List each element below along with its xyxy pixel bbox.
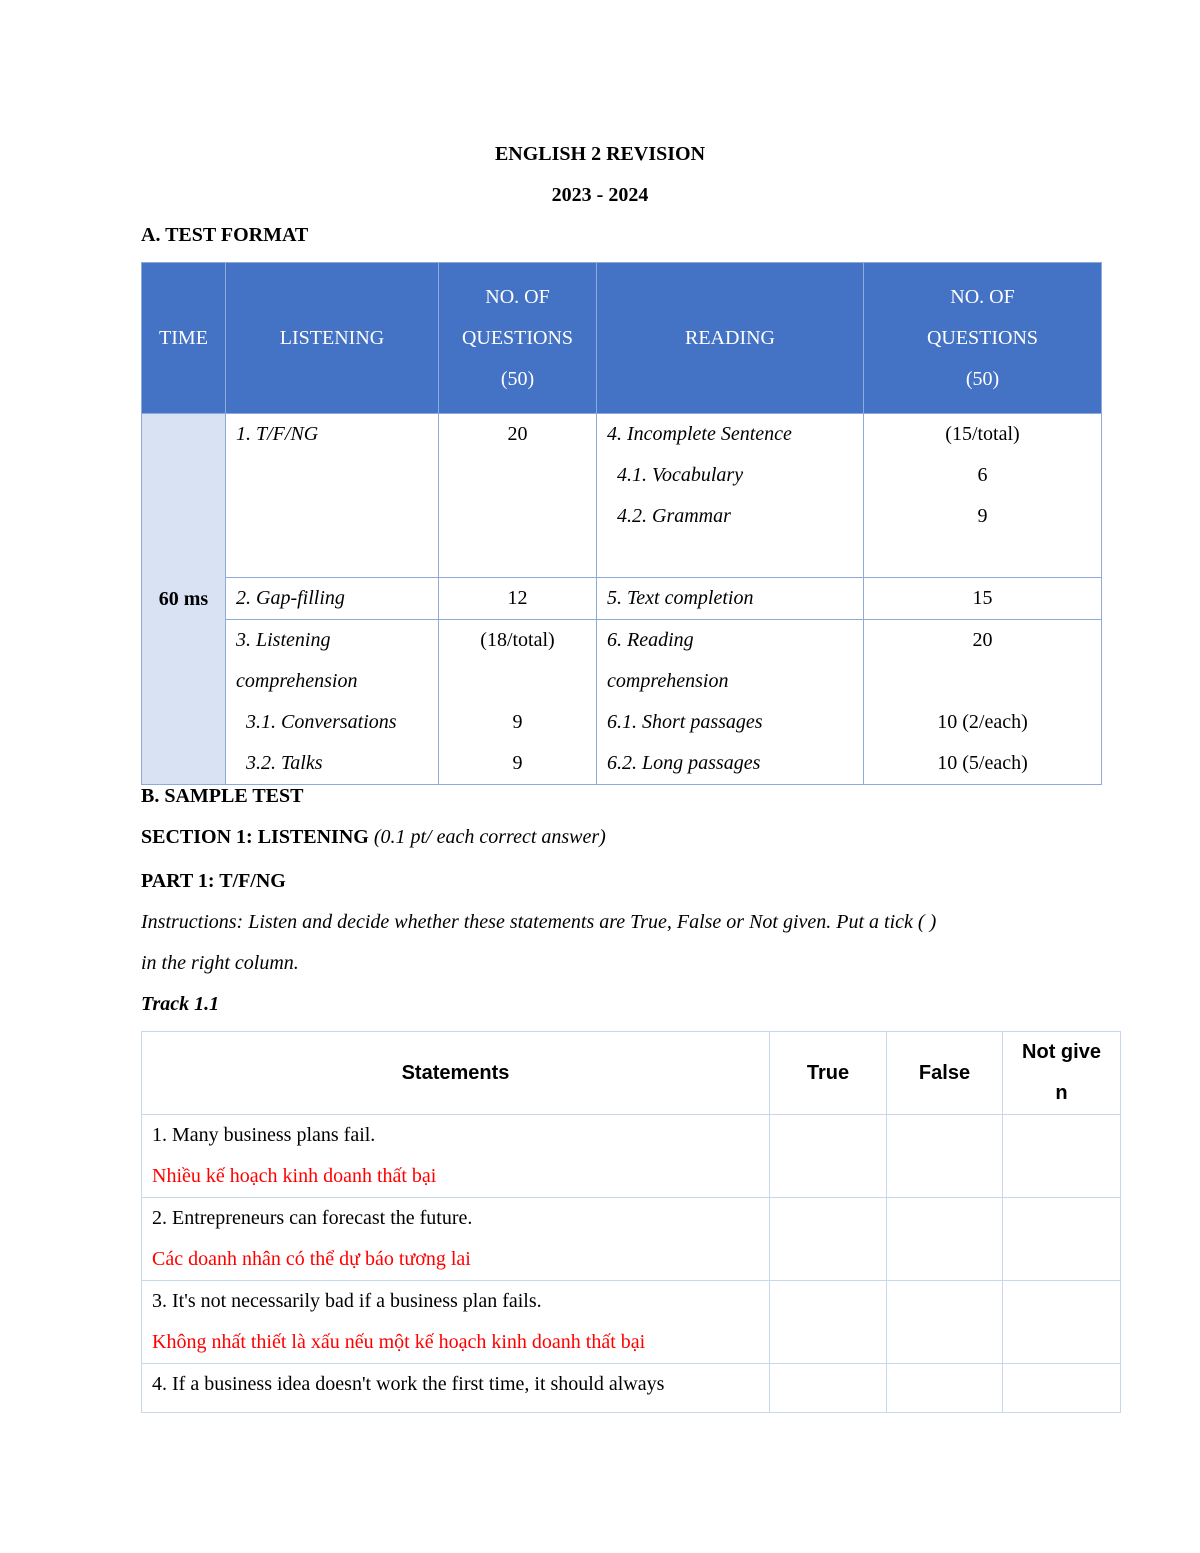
format-row xyxy=(142,578,1102,620)
section-1-title: SECTION 1: LISTENING xyxy=(141,826,374,848)
false-tick-cell[interactable] xyxy=(887,1364,1003,1413)
header-not-given: Not give n xyxy=(1003,1032,1121,1115)
format-header-row xyxy=(142,263,1102,414)
true-tick-cell[interactable] xyxy=(770,1281,887,1364)
listening-count-cell: (18/total) 9 9 xyxy=(439,620,597,785)
false-tick-cell[interactable] xyxy=(887,1115,1003,1198)
not-given-tick-cell[interactable] xyxy=(1003,1198,1121,1281)
section-b-heading: B. SAMPLE TEST xyxy=(141,785,304,807)
statement-row xyxy=(142,1281,1121,1364)
reading-cell: 6. Reading comprehension 6.1. Short passages 6.2. Long passages xyxy=(597,620,864,785)
header-listening-count: NO. OF QUESTIONS (50) xyxy=(439,263,597,414)
document-year: 2023 - 2024 xyxy=(551,184,649,206)
header-reading: READING xyxy=(597,263,864,414)
true-tick-cell[interactable] xyxy=(770,1115,887,1198)
not-given-tick-cell[interactable] xyxy=(1003,1115,1121,1198)
not-given-tick-cell[interactable] xyxy=(1003,1364,1121,1413)
header-reading-count: NO. OF QUESTIONS (50) xyxy=(864,263,1102,414)
statement-row xyxy=(142,1198,1121,1281)
statement-text: 2. Entrepreneurs can forecast the future. Các doanh nhân có thể dự báo tương lai xyxy=(142,1198,770,1281)
true-tick-cell[interactable] xyxy=(770,1198,887,1281)
not-given-tick-cell[interactable] xyxy=(1003,1281,1121,1364)
header-listening: LISTENING xyxy=(226,263,439,414)
statement-row xyxy=(142,1364,1121,1413)
section-a-heading: A. TEST FORMAT xyxy=(141,224,309,246)
reading-count-cell: 20 10 (2/each) 10 (5/each) xyxy=(864,620,1102,785)
reading-cell: 5. Text completion xyxy=(597,578,864,620)
listening-cell: 3. Listening comprehension 3.1. Conversations 3.2. Talks xyxy=(226,620,439,785)
reading-cell: 4. Incomplete Sentence 4.1. Vocabulary 4.2. Grammar xyxy=(597,414,864,578)
header-statements: Statements xyxy=(142,1032,770,1115)
listening-cell: 1. T/F/NG xyxy=(226,414,439,578)
part-1-heading: PART 1: T/F/NG xyxy=(141,870,286,892)
statement-row xyxy=(142,1115,1121,1198)
reading-count-cell: (15/total) 6 9 xyxy=(864,414,1102,578)
listening-count-cell: 12 xyxy=(439,578,597,620)
statement-text: 4. If a business idea doesn't work the first time, it should always xyxy=(142,1364,770,1413)
listening-cell: 2. Gap-filling xyxy=(226,578,439,620)
format-row xyxy=(142,620,1102,785)
time-cell: 60 ms xyxy=(142,414,226,785)
format-row xyxy=(142,414,1102,578)
statements-table xyxy=(141,1031,1121,1413)
true-tick-cell[interactable] xyxy=(770,1364,887,1413)
test-format-table xyxy=(141,262,1102,785)
instructions-line-2: in the right column. xyxy=(141,952,299,974)
reading-count-cell: 15 xyxy=(864,578,1102,620)
false-tick-cell[interactable] xyxy=(887,1198,1003,1281)
false-tick-cell[interactable] xyxy=(887,1281,1003,1364)
track-label: Track 1.1 xyxy=(141,993,220,1015)
statements-header-row xyxy=(142,1032,1121,1115)
statement-text: 1. Many business plans fail. Nhiều kế hoạch kinh doanh thất bại xyxy=(142,1115,770,1198)
statement-text: 3. It's not necessarily bad if a business plan fails. Không nhất thiết là xấu nếu một kế hoạch kinh doanh thất bại xyxy=(142,1281,770,1364)
header-true: True xyxy=(770,1032,887,1115)
header-false: False xyxy=(887,1032,1003,1115)
section-1-scoring: (0.1 pt/ each correct answer) xyxy=(373,826,606,848)
section-1-heading xyxy=(141,826,606,849)
document-title: ENGLISH 2 REVISION xyxy=(494,143,706,165)
listening-count-cell: 20 xyxy=(439,414,597,578)
instructions-line-1: Instructions: Listen and decide whether these statements are True, False or Not given. Put a tick ( ) xyxy=(141,911,937,933)
header-time: TIME xyxy=(142,263,226,414)
